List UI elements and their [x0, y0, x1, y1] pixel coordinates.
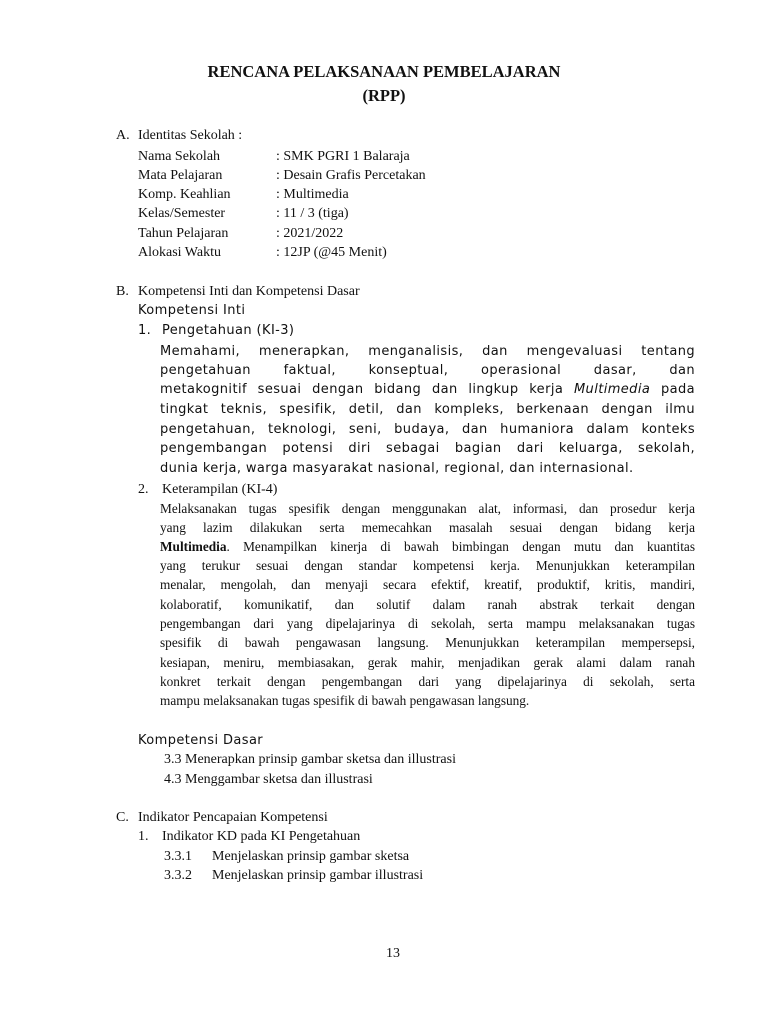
field-label: Kelas/Semester	[138, 206, 226, 221]
section-b-heading: Kompetensi Inti dan Kompetensi Dasar	[138, 284, 360, 299]
field-value: : SMK PGRI 1 Balaraja	[276, 149, 410, 164]
ki4-text-line: pengembangan dari yang dipelajarinya di sekolah, serta mampu melaksanakan tugas	[160, 616, 695, 631]
section-b-marker: B.	[116, 284, 129, 299]
section-a-heading: Identitas Sekolah :	[138, 128, 243, 143]
kd-item: 3.3 Menerapkan prinsip gambar sketsa dan illustrasi	[164, 752, 456, 767]
document-title: RENCANA PELAKSANAAN PEMBELAJARAN	[207, 62, 561, 81]
ki4-text-line: yang lazim dilakukan serta memecahkan masalah sesuai dengan bidang kerja	[160, 520, 695, 535]
indikator-text: Menjelaskan prinsip gambar sketsa	[212, 849, 410, 864]
ki4-text-line: konkret terkait dengan pengembangan dari yang dipelajarinya di sekolah, serta	[160, 674, 695, 689]
ki3-text-line: tingkat teknis, spesifik, detil, dan kompleks, berkenaan dengan ilmu	[160, 402, 695, 417]
ki4-text-line: Melaksanakan tugas spesifik dengan menggunakan alat, informasi, dan prosedur kerja	[160, 501, 695, 516]
ki3-text-line: pengembangan potensi diri sebagai bagian dari keluarga, sekolah,	[160, 441, 695, 456]
field-value: : Desain Grafis Percetakan	[276, 168, 426, 183]
field-label: Komp. Keahlian	[138, 187, 231, 202]
ki4-text-line: mampu melaksanakan tugas spesifik di bawah pengawasan langsung.	[160, 693, 530, 708]
ki3-text-line: dunia kerja, warga masyarakat nasional, regional, dan internasional.	[160, 461, 634, 476]
section-a-marker: A.	[116, 128, 130, 143]
field-label: Mata Pelajaran	[138, 168, 223, 183]
indikator-text: Menjelaskan prinsip gambar illustrasi	[212, 868, 424, 883]
ki-heading: Kompetensi Inti	[138, 303, 246, 318]
field-value: : 2021/2022	[276, 226, 344, 241]
document-subtitle: (RPP)	[362, 86, 406, 105]
ki4-title: Keterampilan (KI-4)	[162, 482, 278, 497]
ki4-text-line: yang terukur sesuai dengan standar kompetensi kerja. Menunjukkan keterampilan	[160, 558, 695, 573]
kd-item: 4.3 Menggambar sketsa dan illustrasi	[164, 772, 373, 787]
field-label: Tahun Pelajaran	[138, 226, 229, 241]
section-c-marker: C.	[116, 810, 129, 825]
indikator-number: 3.3.1	[164, 849, 192, 864]
page-number: 13	[386, 946, 400, 961]
section-c-heading: Indikator Pencapaian Kompetensi	[138, 810, 328, 825]
field-value: : 11 / 3 (tiga)	[276, 206, 349, 221]
indikator-sub-number: 1.	[138, 829, 149, 844]
ki4-number: 2.	[138, 482, 149, 497]
indikator-number: 3.3.2	[164, 868, 192, 883]
field-value: : Multimedia	[276, 187, 349, 202]
ki3-title: Pengetahuan (KI-3)	[162, 323, 295, 338]
indikator-sub-heading: Indikator KD pada KI Pengetahuan	[162, 829, 361, 844]
ki3-number: 1.	[138, 323, 152, 338]
ki4-text-line: kesiapan, meniru, membiasakan, gerak mahir, menjadikan gerak alami dalam ranah	[160, 655, 695, 670]
ki4-text-line: menalar, mengolah, dan menyaji secara efektif, kreatif, produktif, kritis, mandiri,	[160, 577, 695, 592]
field-label: Alokasi Waktu	[138, 245, 221, 260]
ki4-text-line: spesifik di bawah pengawasan langsung. Menunjukkan keterampilan mempersepsi,	[160, 635, 695, 650]
ki3-text-line: metakognitif sesuai dengan bidang dan lingkup kerja Multimedia pada	[160, 382, 695, 397]
ki4-text-line: kolaboratif, komunikatif, dan solutif dalam ranah abstrak terkait dengan	[160, 597, 695, 612]
field-label: Nama Sekolah	[138, 149, 221, 164]
ki3-text-line: Memahami, menerapkan, menganalisis, dan mengevaluasi tentang	[160, 344, 695, 359]
kd-heading: Kompetensi Dasar	[138, 733, 264, 748]
ki3-text-line: pengetahuan faktual, konseptual, operasional dasar, dan	[160, 363, 695, 378]
field-value: : 12JP (@45 Menit)	[276, 245, 387, 260]
ki3-text-line: pengetahuan, teknologi, seni, budaya, dan humaniora dalam konteks	[160, 422, 695, 437]
ki4-text-line: Multimedia. Menampilkan kinerja di bawah bimbingan dengan mutu dan kuantitas	[160, 539, 695, 554]
